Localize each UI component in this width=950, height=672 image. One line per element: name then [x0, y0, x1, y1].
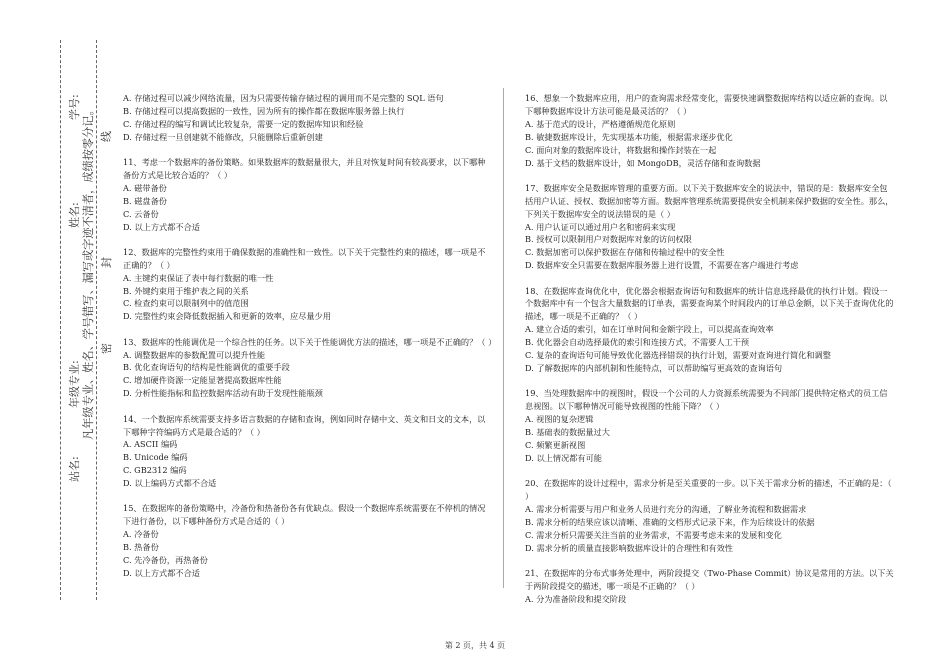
page-number: 第 2 页，共 4 页 — [444, 641, 506, 650]
question-stem: 13、数据库的性能调优是一个综合性的任务。以下关于性能调优方法的描述，哪一项是不正确的？（ ） — [123, 336, 497, 347]
option: D. 基于文档的数据库设计，如 MongoDB，灵活存储和查询数据 — [525, 157, 761, 168]
option: C. 需求分析只需要关注当前的业务需求，不需要考虑未来的发展和变化 — [525, 529, 782, 540]
option: B. 优化查询语句的结构是性能调优的重要手段 — [123, 362, 290, 373]
option: D. 了解数据库的内部机制和性能特点，可以帮助编写更高效的查询语句 — [525, 363, 783, 373]
option: B. 优化器会自动选择最优的索引和连接方式，不需要人工干预 — [525, 337, 750, 348]
school-label: 站名: — [68, 456, 81, 482]
question-13 — [123, 336, 497, 401]
left-column — [123, 92, 497, 592]
option: A. ASCII 编码 — [123, 439, 178, 450]
option: A. 冷备份 — [123, 529, 159, 540]
question-stem: 16、想象一个数据库应用，用户的查询需求经常变化，需要快速调整数据库结构以适应新的查询。以下哪种数据库设计方法可能是最灵活的？（ ） — [525, 93, 888, 116]
question-14 — [123, 413, 493, 490]
seal-mi: 密 — [100, 343, 113, 354]
option: A. 视图的复杂逻辑 — [525, 414, 594, 425]
question-stem: 18、在数据库查询优化中，优化器会根据查询语句和数据库的统计信息选择最优的执行计划。假设一个数据库中有一个包含大量数据的订单表，需要查询某个时间段内的订单总金额，以下关于查询优化的描述，哪一项是不正确的？（ ） — [525, 285, 894, 322]
question-19 — [525, 387, 895, 464]
option: C. 数据加密可以保护数据在存储和传输过程中的安全性 — [525, 247, 725, 258]
option: B. 敏捷数据库设计，先实现基本功能，根据需求逐步优化 — [525, 131, 733, 142]
option: D. 以上方式都不合适 — [123, 221, 200, 232]
option: C. 云备份 — [123, 208, 159, 219]
option: A. 调整数据库的参数配置可以提升性能 — [123, 349, 266, 360]
option: C. 频繁更新视图 — [525, 439, 586, 450]
option: B. 基础表的数据量过大 — [525, 427, 610, 438]
question-stem: 11、考虑一个数据库的备份策略。如果数据库的数据量很大，并且对恢复时间有较高要求，以下哪种备份方式是比较合适的？（ ） — [123, 157, 486, 180]
question-17 — [525, 182, 895, 272]
question-21 — [525, 567, 895, 606]
option: A. 用户认证可以通过用户名和密码来实现 — [525, 221, 676, 232]
question-16 — [525, 92, 895, 169]
question-stem: 20、在数据库的设计过程中，需求分析是至关重要的一步。以下关于需求分析的描述，不正确的是：（ ） — [525, 478, 892, 502]
question-18 — [525, 285, 895, 375]
option: D. 分析性能指标和监控数据库活动有助于发现性能瓶颈 — [123, 388, 323, 399]
option: C. GB2312 编码 — [123, 465, 187, 476]
option: D. 以上方式都不合适 — [123, 567, 200, 578]
option: B. 外键约束用于维护表之间的关系 — [123, 285, 249, 296]
option: B. 需求分析的结果应该以清晰、准确的文档形式记录下来，作为后续设计的依据 — [525, 516, 815, 527]
option: B. 存储过程可以提高数据的一致性，因为所有的操作都在数据库服务器上执行 — [123, 105, 405, 116]
option: B. 授权可以限制用户对数据库对象的访问权限 — [525, 234, 692, 245]
option: D. 数据库安全只需要在数据库服务器上进行设置，不需要在客户端进行考虑 — [525, 260, 799, 271]
option: D. 需求分析的质量直接影响数据库设计的合理性和有效性 — [525, 542, 733, 553]
name-label: 姓名: — [68, 202, 81, 228]
question-12 — [123, 246, 493, 323]
option: C. 面向对象的数据库设计，将数据和操作封装在一起 — [525, 144, 717, 155]
question-stem: 21、在数据库的分布式事务处理中，两阶段提交（Two-Phase Commit）协议是常用的方法。以下关于两阶段提交的描述，哪一项是不正确的？（ ） — [525, 567, 894, 591]
option: A. 需求分析需要与用户和业务人员进行充分的沟通，了解业务流程和数据需求 — [525, 503, 807, 514]
column-divider — [503, 88, 504, 588]
option: A. 存储过程可以减少网络流量，因为只需要传输存储过程的调用而不是完整的 SQL 语句 — [123, 93, 444, 103]
option: C. 检查约束可以限制列中的值范围 — [123, 298, 249, 309]
option: B. 热备份 — [123, 542, 159, 553]
question-stem: 12、数据库的完整性约束用于确保数据的准确性和一致性。以下关于完整性约束的描述，哪一项是不正确的？（ ） — [123, 246, 486, 270]
option: D. 以上编码方式都不合适 — [123, 478, 217, 489]
intro-options — [123, 92, 493, 144]
question-stem: 14、一个数据库系统需要支持多语言数据的存储和查询，例如同时存储中文、英文和日文的文本，以下哪种字符编码方式是最合适的？（ ） — [123, 413, 486, 437]
option: A. 磁带备份 — [123, 182, 167, 193]
question-stem: 17、数据库安全是数据库管理的重要方面。以下关于数据库安全的说法中，错误的是：数据库安全包括用户认证、授权、数据加密等方面。数据库管理系统需要提供安全机制来保护数据的安全性。那么，下列关于数据库安全的说法错误的是（ ） — [525, 182, 894, 219]
binding-margin — [0, 0, 113, 672]
option: D. 存储过程一旦创建就不能修改，只能删除后重新创建 — [123, 131, 323, 142]
option: C. 先冷备份，再热备份 — [123, 555, 208, 566]
cut-line-outer — [96, 40, 97, 600]
option: B. 磁盘备份 — [123, 195, 167, 206]
right-column — [525, 92, 895, 618]
cut-line-inner — [60, 40, 61, 600]
option: D. 完整性约束会降低数据插入和更新的效率，应尽量少用 — [123, 311, 331, 322]
option: A. 主键约束保证了表中每行数据的唯一性 — [123, 272, 274, 283]
question-11 — [123, 156, 493, 233]
question-stem: 15、在数据库的备份策略中，冷备份和热备份各有优缺点。假设一个数据库系统需要在不停机的情况下进行备份，以下哪种备份方式是合适的（ ） — [123, 503, 486, 527]
question-20 — [525, 477, 895, 554]
seal-xian: 线 — [100, 131, 113, 142]
binding-instructions: 凡年级专业、姓名、学号错写、漏写或字迹不清者，成绩按零分记。 — [82, 104, 95, 440]
option: C. 存储过程的编写和调试比较复杂，需要一定的数据库知识和经验 — [123, 118, 364, 129]
option: C. 复杂的查询语句可能导致优化器选择错误的执行计划，需要对查询进行简化和调整 — [525, 350, 831, 361]
major-label: 年级专业: — [68, 360, 81, 408]
option: A. 基于范式的设计，严格遵循规范化原则 — [525, 118, 676, 129]
question-stem: 19、当处理数据库中的视图时，假设一个公司的人力资源系统需要为不同部门提供特定格式的员工信息视图。以下哪种情况可能导致视图的性能下降？（ ） — [525, 388, 888, 412]
option: C. 增加硬件资源一定能显著提高数据库性能 — [123, 375, 282, 386]
option: A. 分为准备阶段和提交阶段 — [525, 593, 627, 604]
seal-feng: 封 — [100, 257, 113, 268]
question-15 — [123, 502, 493, 579]
option: B. Unicode 编码 — [123, 452, 188, 463]
option: D. 以上情况都有可能 — [525, 452, 602, 463]
student-id-label: 学号: — [68, 94, 81, 120]
option: A. 建立合适的索引，如在订单时间和金额字段上，可以提高查询效率 — [525, 324, 774, 335]
